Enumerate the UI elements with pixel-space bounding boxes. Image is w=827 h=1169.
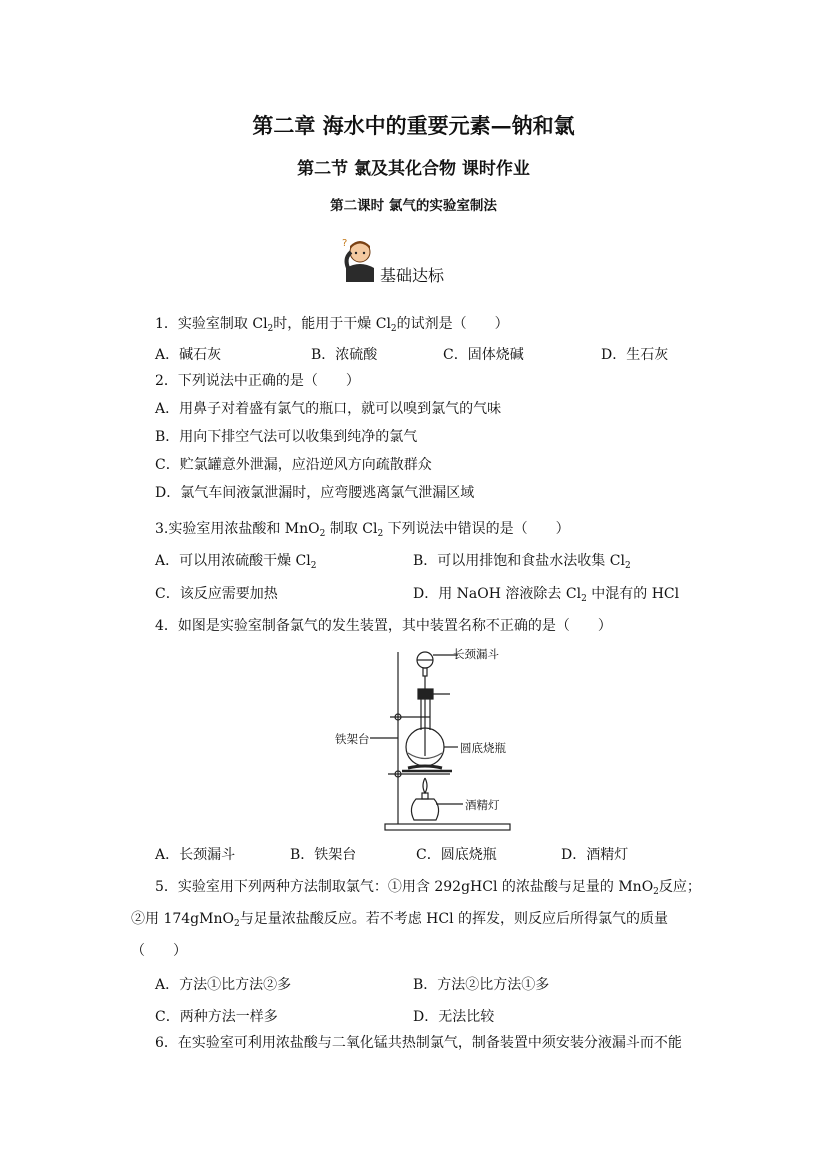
q3-option-a-text: A．可以用浓硫酸干燥 Cl <box>155 553 311 569</box>
q1-option-b: B．浓硫酸 <box>311 347 378 363</box>
q5-line2-text: ②用 174gMnO <box>131 911 234 927</box>
apparatus-figure <box>330 648 530 838</box>
q5-line2 <box>131 909 668 929</box>
q3-sub: 2 <box>581 594 587 604</box>
q3-sub: 2 <box>377 529 384 539</box>
q3-sub: 2 <box>624 561 631 571</box>
q4-stem: 4．如图是实验室制备氯气的发生装置，其中装置名称不正确的是（ ） <box>155 618 612 634</box>
q1-option-a: A．碱石灰 <box>155 347 222 363</box>
q5-line1 <box>155 877 701 897</box>
q1-option-c: C．固体烧碱 <box>443 347 524 363</box>
q5-line2-text: 与足量浓盐酸反应。若不考虑 HCl 的挥发，则反应后所得氯气的质量 <box>239 911 669 927</box>
badge-label: 基础达标 <box>380 266 445 285</box>
thinking-boy-icon <box>340 236 380 284</box>
q3-sub: 2 <box>310 561 317 571</box>
q5-option-d: D．无法比较 <box>413 1009 495 1025</box>
q3-stem-part: 制取 Cl <box>325 521 378 537</box>
q3-option-c: C．该反应需要加热 <box>155 586 278 602</box>
q3-stem <box>155 519 570 539</box>
q3-option-a <box>155 551 316 571</box>
stopper <box>418 689 433 699</box>
q2-option-c: C．贮氯罐意外泄漏，应沿逆风方向疏散群众 <box>155 457 432 473</box>
basic-badge <box>340 236 470 286</box>
q4-option-b: B．铁架台 <box>290 847 357 863</box>
q2-option-a: A．用鼻子对着盛有氯气的瓶口，就可以嗅到氯气的气味 <box>155 401 502 417</box>
stand-base <box>385 824 510 830</box>
q6-stem: 6．在实验室可利用浓盐酸与二氧化锰共热制氯气，制备装置中须安装分液漏斗而不能 <box>155 1035 682 1051</box>
figure-label-flask: 圆底烧瓶 <box>460 741 506 755</box>
figure-label-funnel: 长颈漏斗 <box>453 647 499 661</box>
q1-stem-part: 时，能用于干燥 Cl <box>273 316 391 332</box>
lamp-body <box>411 799 438 820</box>
q2-option-b: B．用向下排空气法可以收集到纯净的氯气 <box>155 429 418 445</box>
q3-option-d-text: 中混有的 HCl <box>586 586 680 602</box>
section-title: 第二节 氯及其化合物 课时作业 <box>297 159 530 179</box>
q5-option-c: C．两种方法一样多 <box>155 1009 278 1025</box>
q2-option-d: D．氯气车间液氯泄漏时，应弯腰逃离氯气泄漏区域 <box>155 485 475 501</box>
figure-label-lamp: 酒精灯 <box>465 798 500 812</box>
q4-option-a: A．长颈漏斗 <box>155 847 236 863</box>
q4-option-c: C．圆底烧瓶 <box>416 847 497 863</box>
q1-stem-part: 的试剂是（ ） <box>396 316 509 332</box>
q1-option-d: D．生石灰 <box>601 347 669 363</box>
q3-option-b <box>413 551 631 571</box>
q3-option-d <box>413 584 679 604</box>
q5-option-a: A．方法①比方法②多 <box>155 977 292 993</box>
q3-option-d-text: D．用 NaOH 溶液除去 Cl <box>413 586 582 602</box>
svg-text:?: ? <box>342 238 348 249</box>
q2-stem: 2．下列说法中正确的是（ ） <box>155 373 360 389</box>
figure-label-stand: 铁架台 <box>335 732 370 746</box>
chapter-title: 第二章 海水中的重要元素—钠和氯 <box>252 113 575 138</box>
q3-stem-part: 下列说法中错误的是（ ） <box>383 521 570 537</box>
q5-line1-text: 反应； <box>658 879 701 895</box>
lesson-title: 第二课时 氯气的实验室制法 <box>330 198 497 214</box>
q1-stem-part: 1．实验室制取 Cl <box>155 316 268 332</box>
q3-stem-part: 3.实验室用浓盐酸和 MnO <box>155 521 320 537</box>
q5-line1-text: 5．实验室用下列两种方法制取氯气：①用含 292gHCl 的浓盐酸与足量的 MnO <box>155 879 654 895</box>
q5-option-b: B．方法②比方法①多 <box>413 977 550 993</box>
q5-line3: （ ） <box>131 943 187 959</box>
q1-stem <box>155 314 509 334</box>
q1-sub: 2 <box>390 324 397 334</box>
q5-sub: 2 <box>233 919 240 929</box>
q3-sub: 2 <box>319 529 326 539</box>
q3-option-b-text: B．可以用排饱和食盐水法收集 Cl <box>413 553 625 569</box>
lamp-flame <box>423 778 427 793</box>
q1-sub: 2 <box>267 324 274 334</box>
q4-option-d: D．酒精灯 <box>561 847 629 863</box>
q5-sub: 2 <box>653 887 659 897</box>
